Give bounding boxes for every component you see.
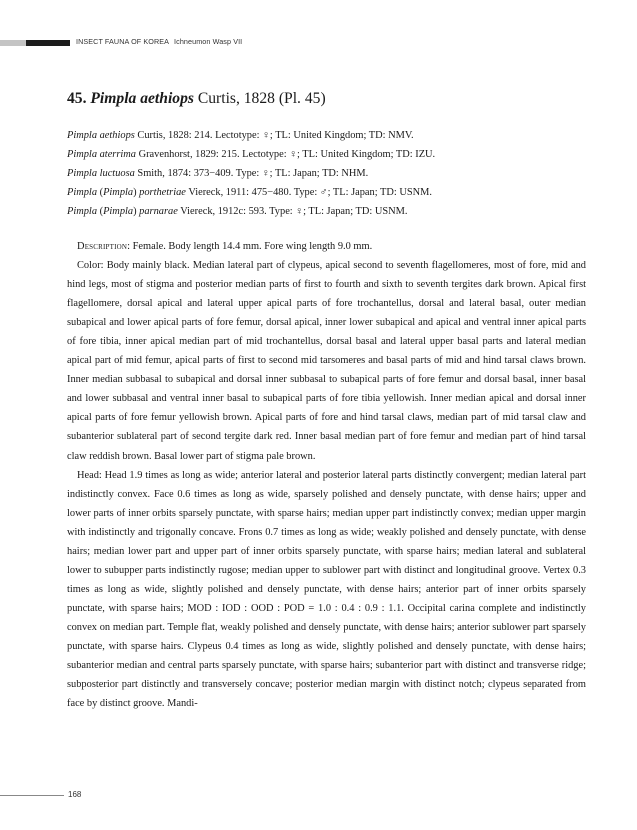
- header-bar-light: [0, 40, 26, 46]
- synonym-epithet: parnarae: [139, 206, 178, 217]
- header-bar-dark: [26, 40, 70, 46]
- page-number: 168: [68, 790, 82, 799]
- running-header: [76, 37, 242, 46]
- synonym-name: Pimpla: [67, 206, 98, 217]
- footer-rule: [0, 795, 64, 796]
- synonym-entry: Pimpla (Pimpla) parnarae Viereck, 1912c: 593. Type: ♀; TL: Japan; TD: USNM.: [67, 206, 408, 217]
- synonym-subgenus: Pimpla: [103, 187, 134, 198]
- synonym-list: [67, 126, 587, 221]
- synonym-name: Pimpla aterrima: [67, 149, 136, 160]
- synonym-citation: Viereck, 1912c: 593. Type: ♀; TL: Japan; TD: USNM.: [177, 206, 408, 217]
- species-name: Pimpla aethiops: [90, 90, 194, 107]
- synonym-citation: Smith, 1874: 373−409. Type: ♀; TL: Japan; TD: NHM.: [134, 168, 369, 179]
- description-intro-text: : Female. Body length 14.4 mm. Fore wing length 9.0 mm.: [127, 241, 373, 252]
- description-heading: Description: [77, 241, 128, 252]
- synonym-epithet: porthetriae: [139, 187, 186, 198]
- synonym-citation: Gravenhorst, 1829: 215. Lectotype: ♀; TL: United Kingdom; TD: IZU.: [135, 149, 436, 160]
- description-color: Color: Body mainly black. Median lateral part of clypeus, apical second to seventh flagellomeres, most of fore, mid and hind legs, most of stigma and posterior median parts of first to fourth and sixth to seventh tergites dark brown. Apical first flagellomere, dorsal apical and lateral upper apical parts of fore trochantellus, dorsal and lateral basal, outer median subapical and lower apical parts of fore femur, dorsal apical, inner lower subapical and apical and ventral inner apical parts of fore tibia, inner apical median part of mid trochantellus, dorsal basal and lateral upper basal parts and lateral median apical part of mid femur, apical parts of first to second mid tarsomeres and basal parts of mid and hind tarsal claws brown. Inner median subbasal to subapical and dorsal inner subbasal to subapical parts of fore femur and dorsal basal, inner basal and lower subbasal and ventral inner basal to subapical parts of fore tibia yellowish. Inner median apical and dorsal inner apical parts of fore femur yellowish brown. Apical parts of fore and hind tarsal claws, median part of mid tarsal claw and subanterior sublateral part of second tergite dark red. Inner basal median part of fore femur and median part of hind tarsal claw reddish brown. Basal lower part of stigma pale brown.: [67, 260, 586, 462]
- species-authority: Curtis, 1828 (Pl. 45): [197, 90, 326, 107]
- description-body: [67, 237, 586, 713]
- species-title: [67, 90, 326, 108]
- synonym-citation: Curtis, 1828: 214. Lectotype: ♀; TL: United Kingdom; TD: NMV.: [134, 130, 414, 141]
- running-header-series: INSECT FAUNA OF KOREA: [76, 37, 170, 46]
- synonym-entry: [67, 145, 587, 164]
- synonym-subgenus: Pimpla: [103, 206, 134, 217]
- synonym-name: Pimpla luctuosa: [67, 168, 135, 179]
- description-head: Head: Head 1.9 times as long as wide; anterior lateral and posterior lateral parts distinctly convergent; median lateral part indistinctly convex. Face 0.6 times as long as wide, sparsely polished and densely punctate, with dense hairs; upper and lower parts of inner orbits sparsely punctate, with sparse hairs; median upper part indistinctly convex; median upper margin with indistinctly and trigonally concave. Frons 0.7 times as long as wide; weakly polished and densely punctate, with dense hairs; median lower part and upper part of inner orbits sparsely punctate, with sparse hairs; median lateral and sublateral lower to subupper parts indistinctly rugose; median upper to sublower part with distinct and longitudinal groove. Vertex 0.3 times as long as wide, slightly polished and densely punctate, with dense hairs; anterior part of inner orbits sparsely punctate, with sparse hairs; MOD : IOD : OOD : POD = 1.0 : 0.4 : 0.9 : 1.1. Occipital carina complete and indistinctly convex on median part. Temple flat, weakly polished and densely punctate, with dense hairs; anterior sublower part sparsely punctate, with sparse hairs. Clypeus 0.4 times as long as wide, slightly polished and densely punctate, with dense hairs; subanterior median and central parts sparsely punctate, with sparse hairs; subanterior part with distinct and transverse ridge; subposterior part distinctly and transversely concave; posterior median margin with distinct notch; clypeus separated from face by distinct groove. Mandi-: [67, 469, 586, 710]
- synonym-entry: [67, 126, 587, 145]
- synonym-entry: Pimpla (Pimpla) porthetriae Viereck, 1911: 475−480. Type: ♂; TL: Japan; TD: USNM.: [67, 187, 432, 198]
- synonym-name: Pimpla aethiops: [67, 130, 135, 141]
- synonym-name: Pimpla: [67, 187, 98, 198]
- species-number: 45.: [67, 90, 87, 107]
- synonym-entry: [67, 164, 587, 183]
- running-header-volume: Ichneumon Wasp VII: [174, 37, 243, 46]
- description-intro: [67, 237, 586, 256]
- synonym-citation: Viereck, 1911: 475−480. Type: ♂; TL: Japan; TD: USNM.: [185, 187, 432, 198]
